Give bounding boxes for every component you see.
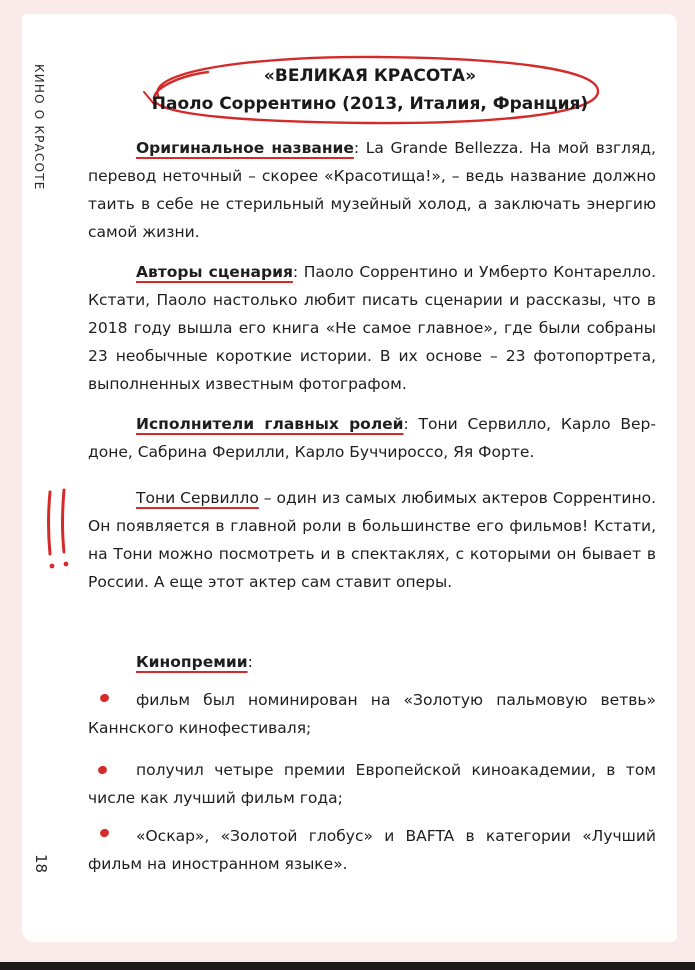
award-item-text: получил четыре премии Европейской киноакадемии, в том числе как лучший фильм года; [88, 761, 656, 807]
awards-colon: : [247, 653, 253, 671]
award-item [88, 756, 656, 812]
page-number: 18 [32, 854, 50, 874]
chapter-side-title: КИНО О КРАСОТЕ [32, 64, 46, 191]
original-title-text: : La Grande Bellezza. На мой взгляд, перевод неточный – скорее «Красотища!», – ведь название должно таить в себе не стерильный музейный холод, а заключать энергию самой жизни. [88, 139, 656, 241]
award-item-text: «Оскар», «Золотой глобус» и BAFTA в категории «Лучший фильм на иностранном языке». [88, 827, 656, 873]
actor-note-text: – один из самых любимых актеров Соррентино. Он появляется в главной роли в большинстве его фильмов! Кстати, на Тони можно посмотреть и в спектаклях, с которыми он бывает в России. А еще этот актер сам ставит оперы. [88, 489, 656, 591]
writers-text: : Паоло Соррентино и Умберто Контарелло. Кстати, Паоло настолько любит писать сценарии и рассказы, что в 2018 году вышла его книга «Не самое главное», где были собраны 23 необычные короткие истории. В их основе – 23 фотопортрета, выполненных известным фотографом. [88, 263, 656, 393]
award-item [88, 822, 656, 878]
paragraph-actor-note [88, 484, 656, 596]
original-title-label: Оригинальное название [136, 139, 354, 157]
award-item [88, 686, 656, 742]
film-subtitle: Паоло Соррентино (2013, Италия, Франция) [151, 94, 589, 114]
awards-heading [88, 648, 656, 676]
cast-label: Исполнители главных ролей [136, 415, 404, 433]
exclamation-marks-scribble [40, 488, 80, 578]
award-item-text: фильм был номинирован на «Золотую пальмовую ветвь» Каннского кинофестиваля; [88, 691, 656, 737]
paragraph-cast [88, 410, 656, 466]
awards-label: Кинопремии [136, 653, 248, 671]
film-title: «ВЕЛИКАЯ КРАСОТА» [263, 66, 477, 86]
writers-label: Авторы сценария [136, 263, 293, 281]
bottom-border [0, 962, 695, 970]
paragraph-writers [88, 258, 656, 398]
cast-text: : Тони Сервилло, Карло Вердоне, Сабрина Ферилли, Карло Буччироссо, Яя Форте. [88, 415, 656, 461]
paragraph-original-title [88, 134, 656, 246]
actor-name-label: Тони Сервилло [136, 489, 259, 507]
header-oval-scribble [138, 52, 608, 128]
